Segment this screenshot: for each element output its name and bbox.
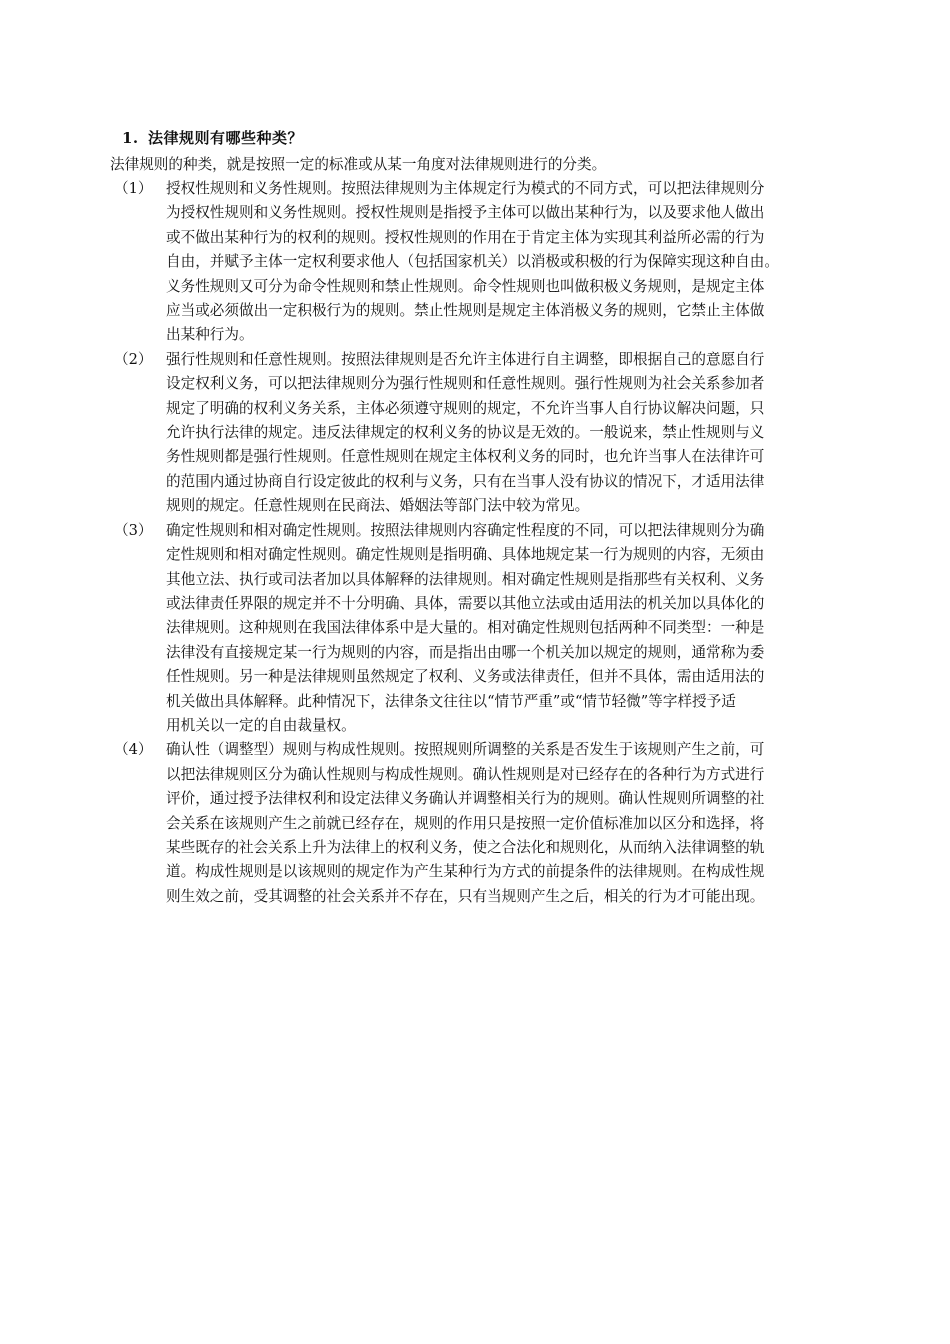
heading-title: 法律规则有哪些种类？: [148, 129, 304, 147]
text-line: 机关做出具体解释。此种情况下，法律条文往往以“情节严重”或“情节轻微”等字样授予适: [166, 692, 736, 710]
heading-number: 1.: [122, 129, 139, 147]
list-marker: （1）: [114, 180, 153, 197]
text-line: 自由，并赋予主体一定权利要求他人（包括国家机关）以消极或积极的行为保障实现这种自由。: [166, 253, 779, 271]
text-line: 规则的规定。任意性规则在民商法、婚姻法等部门法中较为常见。: [166, 497, 590, 515]
category-list: [110, 177, 890, 909]
text-line: 则生效之前，受其调整的社会关系并不存在，只有当规则产生之后，相关的行为才可能出现。: [166, 887, 765, 905]
text-line: 或不做出某种行为的权利的规则。授权性规则的作用在于肯定主体为实现其利益所必需的行为: [166, 228, 765, 246]
text-line: 允许执行法律的规定。违反法律规定的权利义务的协议是无效的。一般说来，禁止性规则与义: [166, 424, 765, 442]
text-line: 务性规则都是强行性规则。任意性规则在规定主体权利义务的同时，也允许当事人在法律许可: [166, 448, 765, 466]
list-item: [110, 348, 890, 519]
text-line: 应当或必须做出一定积极行为的规则。禁止性规则是规定主体消极义务的规则，它禁止主体做: [166, 302, 765, 320]
text-line: 法律规则。这种规则在我国法律体系中是大量的。相对确定性规则包括两种不同类型：一种是: [166, 619, 765, 637]
text-line: 规定了明确的权利义务关系，主体必须遵守规则的规定，不允许当事人自行协议解决问题，只: [166, 399, 765, 417]
text-line: 出某种行为。: [166, 326, 254, 344]
list-item: [110, 177, 890, 348]
text-line: 道。构成性规则是以该规则的规定作为产生某种行为方式的前提条件的法律规则。在构成性规: [166, 863, 765, 881]
text-line: 以把法律规则区分为确认性规则与构成性规则。确认性规则是对已经存在的各种行为方式进行: [166, 765, 765, 783]
list-item: [110, 738, 890, 909]
text-line: 确认性（调整型）规则与构成性规则。按照规则所调整的关系是否发生于该规则产生之前，可: [166, 741, 765, 759]
text-line: 法律没有直接规定某一行为规则的内容，而是指出由哪一个机关加以规定的规则，通常称为委: [166, 643, 765, 661]
text-line: 其他立法、执行或司法者加以具体解释的法律规则。相对确定性规则是指那些有关权利、义务: [166, 570, 765, 588]
list-item: [110, 519, 890, 739]
section-heading: [122, 128, 303, 148]
text-line: 任性规则。另一种是法律规则虽然规定了权利、义务或法律责任，但并不具体，需由适用法的: [166, 668, 765, 686]
list-marker: （4）: [114, 741, 153, 759]
text-line: 强行性规则和任意性规则。按照法律规则是否允许主体进行自主调整，即根据自己的意愿自行: [166, 350, 765, 368]
list-marker: （3）: [114, 521, 153, 539]
list-marker: （2）: [114, 350, 153, 368]
text-line: 为授权性规则和义务性规则。授权性规则是指授予主体可以做出某种行为，以及要求他人做出: [166, 204, 765, 222]
text-line: 或法律责任界限的规定并不十分明确、具体，需要以其他立法或由适用法的机关加以具体化的: [166, 594, 765, 612]
text-line: 授权性规则和义务性规则。按照法律规则为主体规定行为模式的不同方式，可以把法律规则分: [166, 180, 765, 197]
text-line: 义务性规则又可分为命令性规则和禁止性规则。命令性规则也叫做积极义务规则，是规定主体: [166, 277, 765, 295]
text-line: 的范围内通过协商自行设定彼此的权利与义务，只有在当事人没有协议的情况下，才适用法律: [166, 472, 765, 490]
text-line: 设定权利义务，可以把法律规则分为强行性规则和任意性规则。强行性规则为社会关系参加者: [166, 375, 765, 393]
text-line: 用机关以一定的自由裁量权。: [166, 716, 356, 734]
text-line: 评价，通过授予法律权利和设定法律义务确认并调整相关行为的规则。确认性规则所调整的社: [166, 790, 765, 808]
text-line: 某些既存的社会关系上升为法律上的权利义务，使之合法化和规则化，从而纳入法律调整的轨: [166, 838, 765, 856]
intro-paragraph: 法律规则的种类，就是按照一定的标准或从某一角度对法律规则进行的分类。: [110, 156, 607, 173]
text-line: 定性规则和相对确定性规则。确定性规则是指明确、具体地规定某一行为规则的内容，无须由: [166, 546, 765, 564]
text-line: 确定性规则和相对确定性规则。按照法律规则内容确定性程度的不同，可以把法律规则分为确: [166, 521, 765, 539]
text-line: 会关系在该规则产生之前就已经存在，规则的作用只是按照一定价值标准加以区分和选择，将: [166, 814, 765, 832]
